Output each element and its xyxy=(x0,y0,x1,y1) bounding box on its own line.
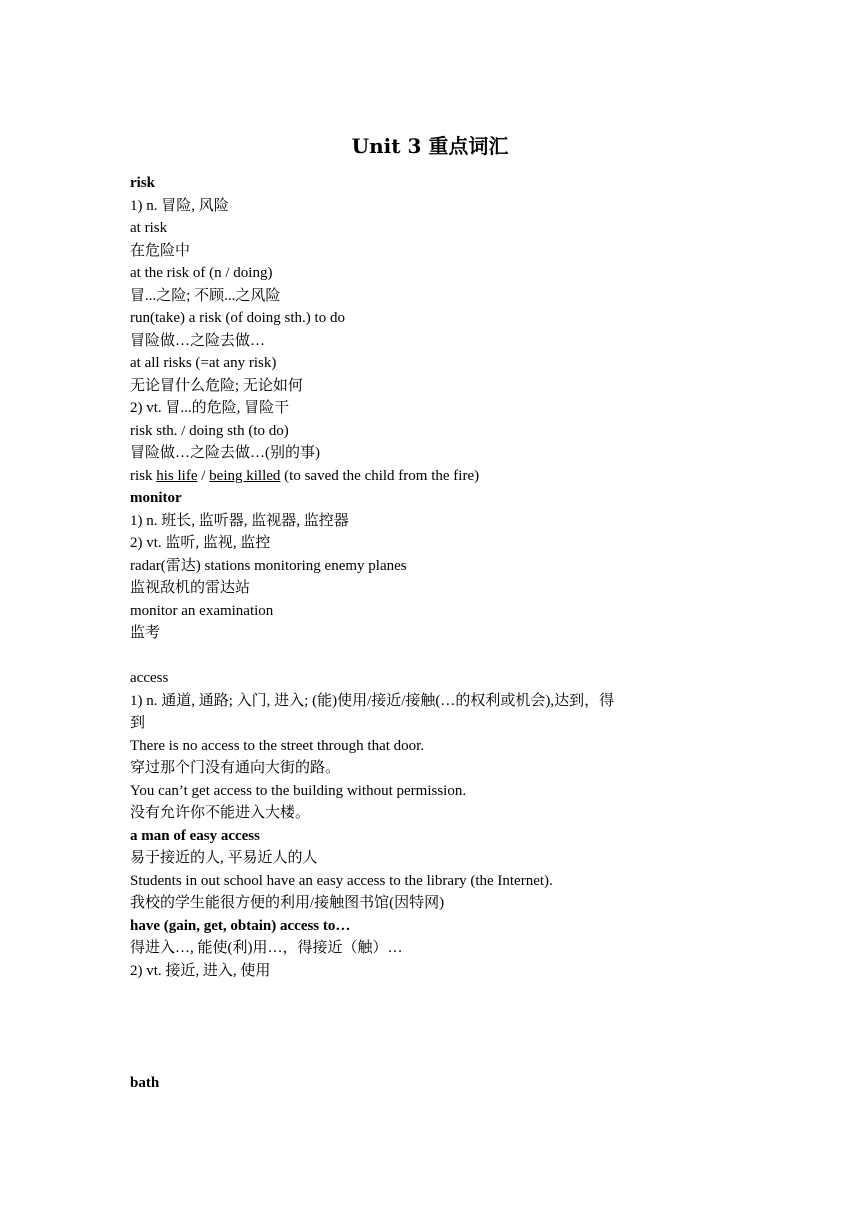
definition-line: 2) vt. 监听, 监视, 监控 xyxy=(130,535,271,551)
translation-line: 冒险做…之险去做… xyxy=(130,333,266,349)
translation-line: 得进入…, 能使(利)用…，得接近（触）… xyxy=(130,940,403,956)
phrase-line: run(take) a risk (of doing sth.) to do xyxy=(130,310,345,326)
headword-bath: bath xyxy=(130,1075,160,1091)
underlined-phrase: being killed xyxy=(209,468,281,484)
phrase-line: at risk xyxy=(130,220,168,236)
phrase-line: at the risk of (n / doing) xyxy=(130,265,273,281)
translation-line: 易于接近的人, 平易近人的人 xyxy=(130,850,318,866)
definition-line-cont: 到 xyxy=(130,715,146,731)
example-separator: / xyxy=(197,468,210,484)
definition-line: 2) vt. 接近, 进入, 使用 xyxy=(130,963,271,979)
translation-line: 没有允许你不能进入大楼。 xyxy=(130,805,311,821)
page-title: Unit 3 重点词汇 xyxy=(351,134,509,158)
headword-monitor: monitor xyxy=(130,490,182,506)
translation-line: 监视敌机的雷达站 xyxy=(130,580,251,596)
phrase-line: at all risks (=at any risk) xyxy=(130,355,277,371)
headword-risk: risk xyxy=(130,175,156,191)
example-sentence: You can’t get access to the building without permission. xyxy=(130,783,467,799)
phrase-bold: a man of easy access xyxy=(130,828,260,844)
example-suffix: (to saved the child from the fire) xyxy=(280,468,480,484)
definition-line: 1) n. 班长, 监听器, 监视器, 监控器 xyxy=(130,513,349,529)
phrase-bold: have (gain, get, obtain) access to… xyxy=(130,918,351,934)
translation-line: 在危险中 xyxy=(130,243,191,259)
definition-line: 1) n. 通道, 通路; 入门, 进入; (能)使用/接近/接触(…的权利或机会),达到，得 xyxy=(130,693,615,709)
phrase-line: risk sth. / doing sth (to do) xyxy=(130,423,289,439)
example-prefix: risk xyxy=(130,468,157,484)
translation-line: 穿过那个门没有通向大街的路。 xyxy=(130,760,341,776)
definition-line: 2) vt. 冒...的危险, 冒险干 xyxy=(130,400,290,416)
headword-access: access xyxy=(130,670,169,686)
phrase-line: monitor an examination xyxy=(130,603,274,619)
translation-line: 我校的学生能很方便的利用/接触图书馆(因特网) xyxy=(130,895,445,911)
translation-line: 冒险做…之险去做…(别的事) xyxy=(130,445,320,461)
translation-line: 监考 xyxy=(130,625,161,641)
example-sentence: Students in out school have an easy access to the library (the Internet). xyxy=(130,873,553,889)
underlined-phrase: his life xyxy=(156,468,198,484)
translation-line: 冒...之险; 不顾...之风险 xyxy=(130,288,281,304)
example-sentence xyxy=(130,466,479,486)
example-sentence: There is no access to the street through that door. xyxy=(130,738,425,754)
translation-line: 无论冒什么危险; 无论如何 xyxy=(130,378,303,394)
definition-line: 1) n. 冒险, 风险 xyxy=(130,198,229,214)
phrase-line: radar(雷达) stations monitoring enemy planes xyxy=(130,558,407,574)
